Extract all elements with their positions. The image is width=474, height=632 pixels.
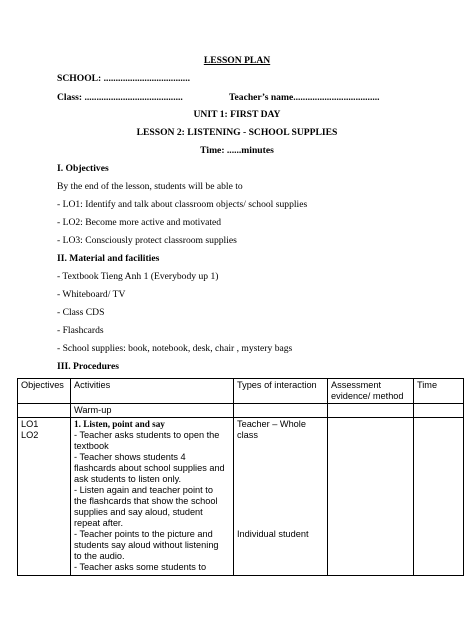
- objectives-cell: [18, 418, 71, 576]
- table-cell: [414, 404, 464, 418]
- material-item: - School supplies: book, notebook, desk, chair , mystery bags: [57, 343, 293, 354]
- activity-line: students say aloud without listening: [74, 540, 219, 550]
- procedures-heading: III. Procedures: [57, 361, 120, 372]
- table-cell: [234, 404, 328, 418]
- activity-title: 1. Listen, point and say: [74, 419, 165, 429]
- warmup-label: Warm-up: [71, 404, 234, 418]
- materials-heading: II. Material and facilities: [57, 253, 160, 264]
- material-item: - Flashcards: [57, 325, 104, 336]
- objective-code: LO1: [21, 419, 39, 429]
- unit-title: UNIT 1: FIRST DAY: [193, 109, 281, 120]
- time-field: Time: ......minutes: [200, 145, 274, 156]
- table-cell: [18, 404, 71, 418]
- time-cell: [414, 418, 464, 576]
- column-header-activities: Activities: [71, 379, 234, 404]
- material-item: - Class CDS: [57, 307, 105, 318]
- class-field: Class: .........................................: [57, 92, 183, 103]
- assessment-cell: [328, 418, 414, 576]
- column-header-time: Time: [414, 379, 464, 404]
- activity-line: flashcards about school supplies and: [74, 463, 225, 473]
- objectives-heading: I. Objectives: [57, 163, 109, 174]
- table-header-row: [18, 379, 464, 404]
- material-item: - Textbook Tieng Anh 1 (Everybody up 1): [57, 271, 219, 282]
- column-header-assessment: Assessment evidence/ method: [328, 379, 414, 404]
- table-row: [18, 418, 464, 576]
- document-title: LESSON PLAN: [203, 55, 271, 66]
- material-item: - Whiteboard/ TV: [57, 289, 126, 300]
- procedures-table: [17, 378, 464, 576]
- activity-line: - Teacher asks some students to: [74, 562, 207, 572]
- activity-line: repeat after.: [74, 518, 124, 528]
- table-cell: [328, 404, 414, 418]
- objective-item: - LO1: Identify and talk about classroom objects/ school supplies: [57, 199, 308, 210]
- teacher-name-field: Teacher’s name....................................: [229, 92, 380, 103]
- objectives-intro: By the end of the lesson, students will be able to: [57, 181, 243, 192]
- objective-item: - LO3: Consciously protect classroom supplies: [57, 235, 237, 246]
- activity-line: - Teacher points to the picture and: [74, 529, 213, 539]
- activity-line: - Teacher asks students to open the: [74, 430, 220, 440]
- activity-line: supplies and say aloud, student: [74, 507, 203, 517]
- lesson-title: LESSON 2: LISTENING - SCHOOL SUPPLIES: [136, 127, 338, 138]
- activity-line: the flashcards that show the school: [74, 496, 218, 506]
- interaction-cell: [234, 418, 328, 576]
- table-row: [18, 404, 464, 418]
- activity-line: - Teacher shows students 4: [74, 452, 186, 462]
- activity-line: - Listen again and teacher point to: [74, 485, 213, 495]
- activity-line: to the audio.: [74, 551, 125, 561]
- objective-item: - LO2: Become more active and motivated: [57, 217, 222, 228]
- activity-line: ask students to listen only.: [74, 474, 182, 484]
- activity-line: textbook: [74, 441, 109, 451]
- column-header-objectives: Objectives: [18, 379, 71, 404]
- activities-cell: [71, 418, 234, 576]
- interaction-type: Teacher – Whole class: [237, 419, 306, 440]
- interaction-type: Individual student: [237, 529, 309, 539]
- column-header-interaction: Types of interaction: [234, 379, 328, 404]
- objective-code: LO2: [21, 430, 39, 440]
- school-field: SCHOOL: ....................................: [57, 73, 190, 84]
